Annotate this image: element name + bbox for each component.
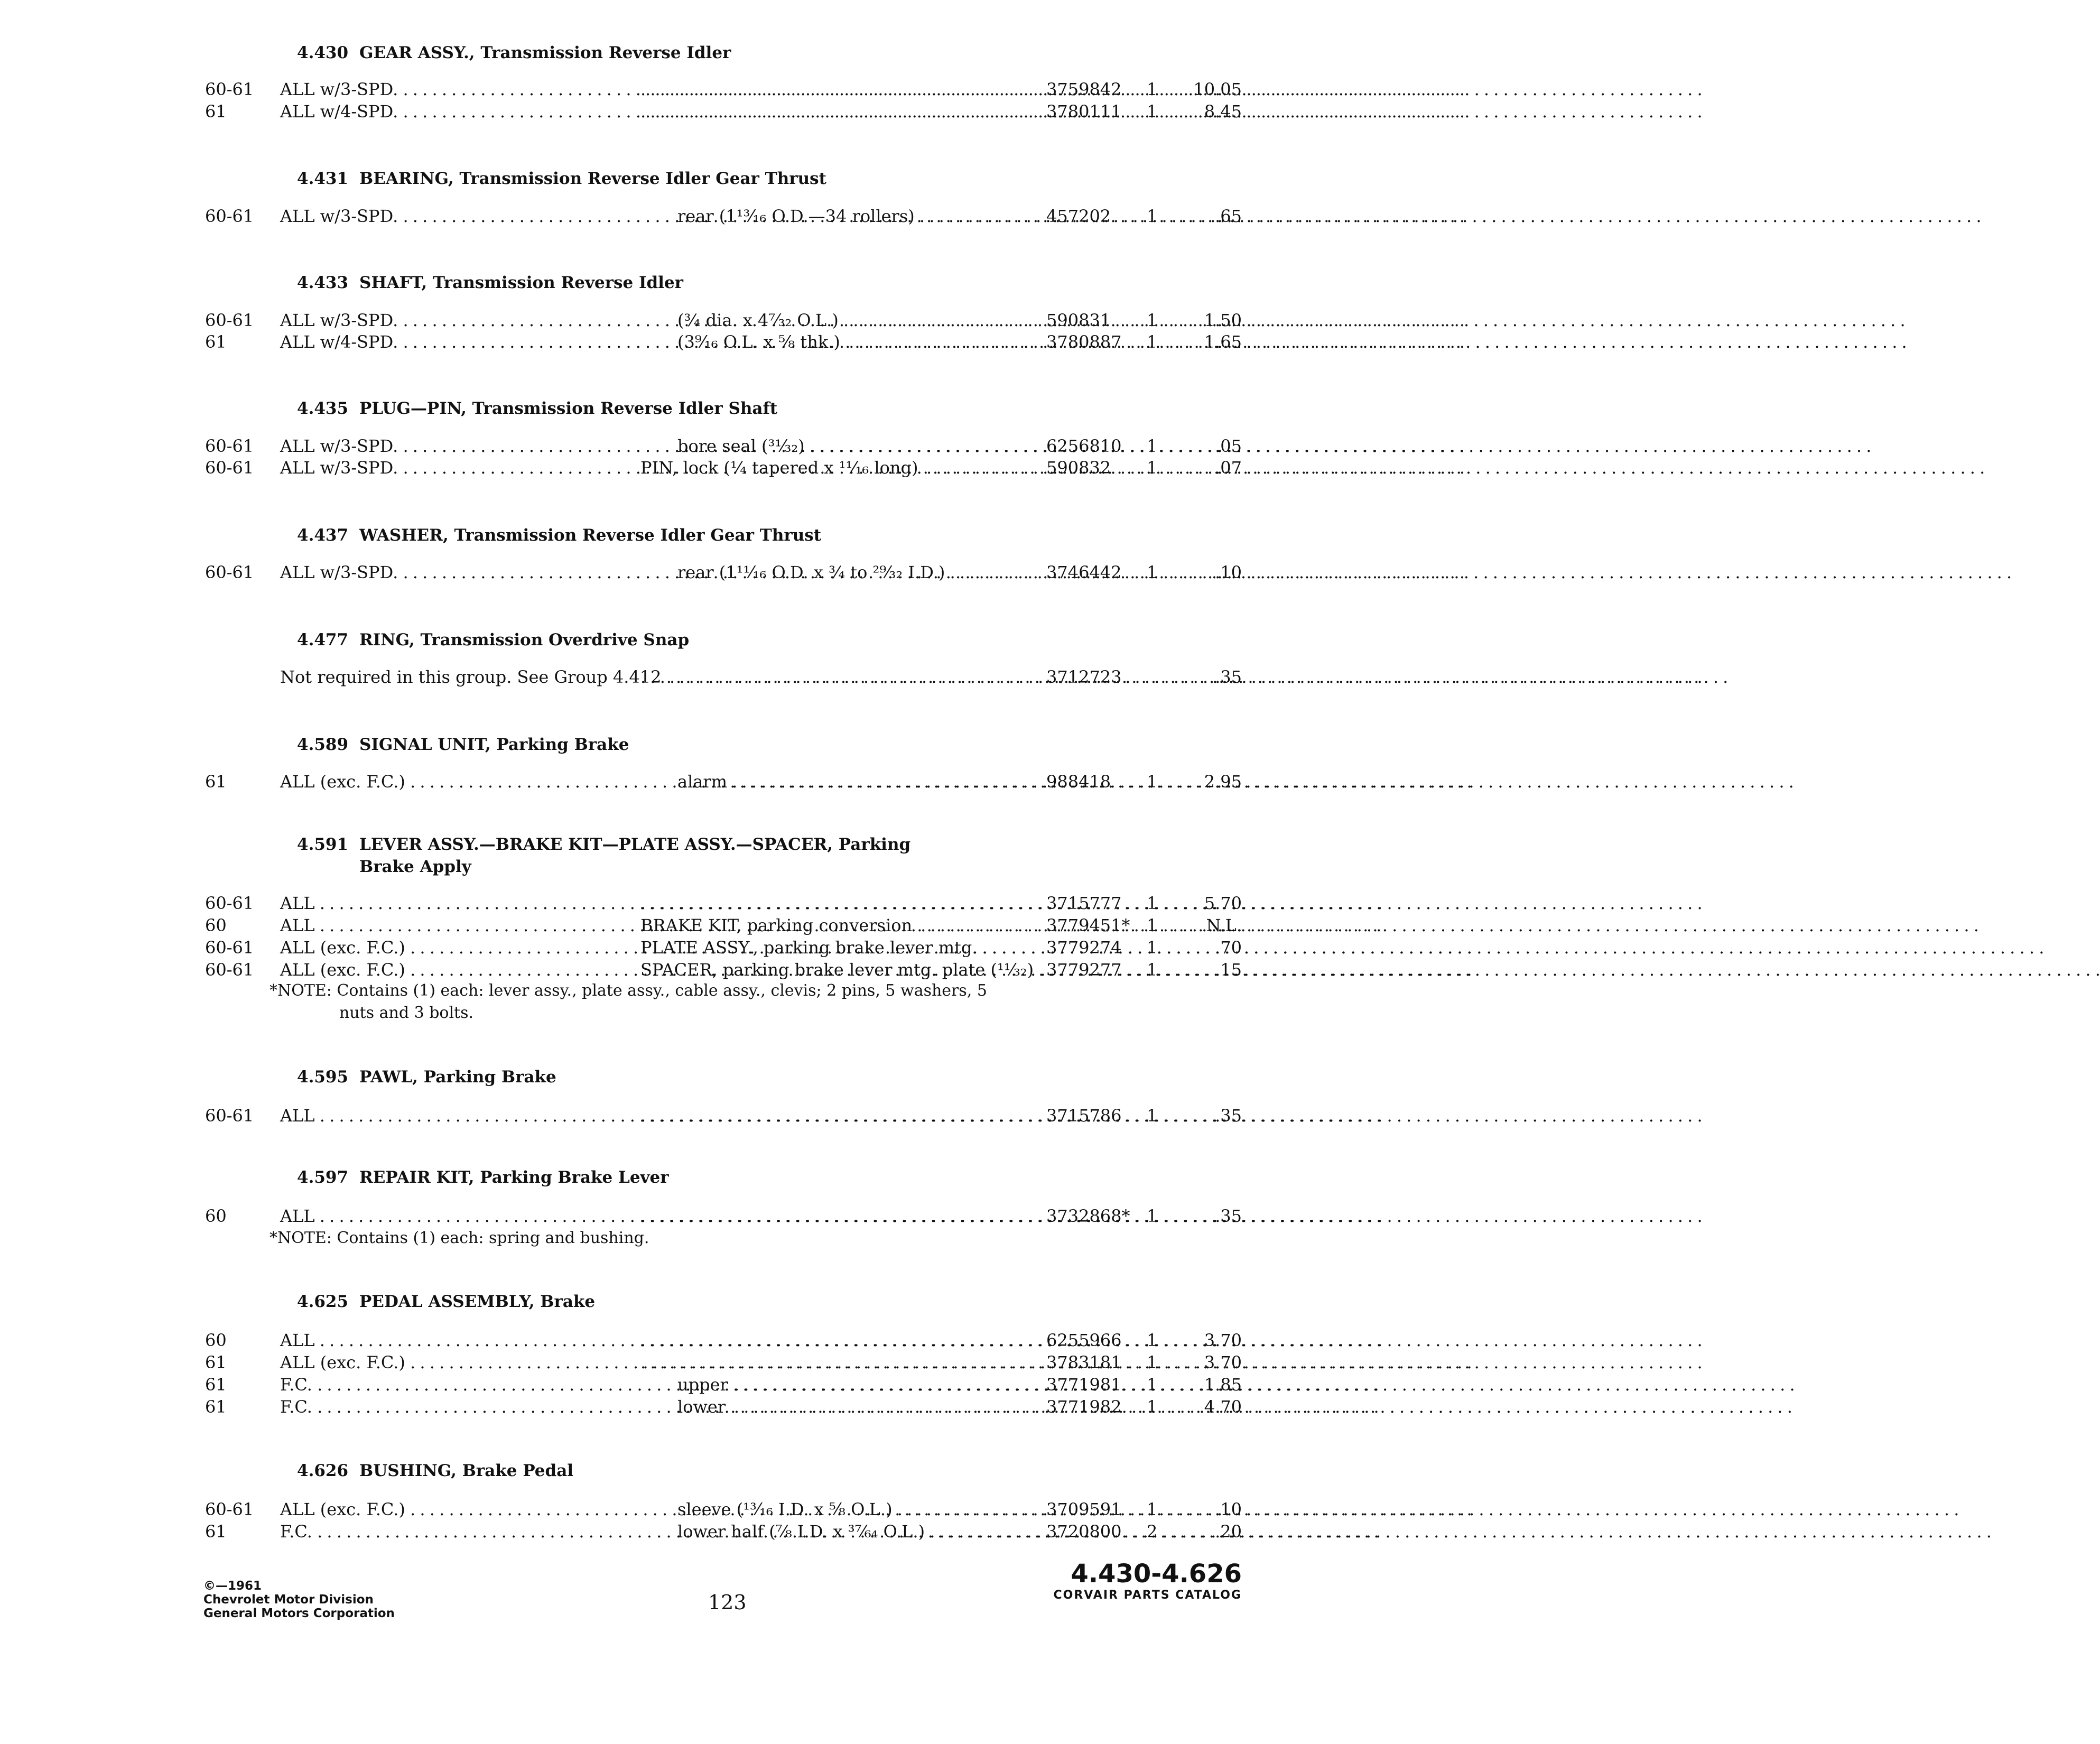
- group-heading: [297, 43, 731, 62]
- row-quantity: 1: [1147, 1352, 1158, 1372]
- row-price: .70: [1215, 938, 1242, 958]
- row-years: 60-61: [205, 562, 254, 582]
- row-description: [640, 1329, 1017, 1351]
- row-description: PIN, lock (¼ tapered x ¹¹⁄₁₆ long) . . .: [640, 457, 1017, 479]
- group-number: 4.433: [297, 273, 349, 292]
- row-years: 60: [205, 1206, 227, 1226]
- group-number: 4.435: [297, 399, 349, 418]
- row-years: 60-61: [205, 206, 254, 226]
- row-quantity: 1: [1147, 960, 1158, 980]
- row-description: [640, 666, 1017, 688]
- page-number: 123: [708, 1591, 747, 1614]
- group-number: 4.589: [297, 735, 349, 754]
- group-title: GEAR ASSY., Transmission Reverse Idler: [359, 43, 731, 62]
- row-part-number: 3779274: [1046, 938, 1122, 958]
- row-years: 60-61: [205, 79, 254, 99]
- group-number: 4.597: [297, 1168, 349, 1187]
- group-range: 4.430-4.626: [1071, 1559, 1242, 1589]
- row-description: lower . . .: [677, 1396, 1017, 1418]
- note-text: *NOTE: Contains (1) each: lever assy., plate assy., cable assy., clevis; 2 pins, 5 washers, 5: [270, 981, 987, 1000]
- row-years: 61: [205, 1375, 227, 1395]
- row-model: ALL w/3-SPD. . . .: [280, 457, 618, 479]
- row-quantity: 1: [1147, 1499, 1158, 1519]
- row-quantity: 1: [1147, 915, 1158, 935]
- row-description: PLATE ASSY., parking brake lever mtg. . . .: [640, 936, 1017, 959]
- row-price: 3.70: [1204, 1330, 1242, 1350]
- row-quantity: 1: [1147, 893, 1158, 913]
- group-title: PEDAL ASSEMBLY, Brake: [359, 1292, 596, 1311]
- table-row: [0, 1205, 1348, 1227]
- row-part-number: 6256810: [1046, 436, 1122, 456]
- row-description: [640, 1205, 1017, 1227]
- row-quantity: 2: [1147, 1522, 1158, 1542]
- row-description: lower half (⅞ I.D. x ³⁷⁄₆₄ O.L.) . . .: [677, 1520, 1017, 1543]
- row-model: Not required in this group. See Group 4.412 . . .: [280, 666, 618, 688]
- table-row: [0, 205, 1348, 227]
- table-row: [0, 914, 1348, 936]
- row-description: [640, 78, 1017, 100]
- row-years: 61: [205, 1352, 227, 1372]
- group-number: 4.595: [297, 1068, 349, 1087]
- row-years: 60: [205, 1330, 227, 1350]
- row-quantity: 1: [1147, 1206, 1158, 1226]
- footer-catalog-block: [1053, 1559, 1242, 1602]
- group-number: 4.431: [297, 169, 349, 188]
- row-years: 60: [205, 915, 227, 935]
- row-quantity: 1: [1147, 1330, 1158, 1350]
- row-years: 61: [205, 1397, 227, 1417]
- row-price: .35: [1215, 667, 1242, 687]
- group-heading: [297, 1461, 573, 1480]
- row-model: ALL (exc. F.C.) . . .: [280, 771, 618, 793]
- row-years: 60-61: [205, 310, 254, 330]
- group-title: PAWL, Parking Brake: [359, 1068, 556, 1087]
- row-part-number: 3779451*: [1046, 915, 1130, 935]
- row-years: 60-61: [205, 436, 254, 456]
- row-price: 1.85: [1204, 1375, 1242, 1395]
- row-part-number: 590832: [1046, 458, 1111, 478]
- row-part-number: 3746442: [1046, 562, 1122, 582]
- note-text-continued: nuts and 3 bolts.: [339, 1004, 474, 1022]
- table-row: [0, 78, 1348, 100]
- table-row: [0, 561, 1348, 583]
- group-heading: [297, 1068, 556, 1087]
- group-number: 4.477: [297, 630, 349, 650]
- row-description: [640, 1351, 1017, 1374]
- row-description: bore seal (³¹⁄₃₂) . . .: [677, 435, 1017, 457]
- row-model: ALL (exc. F.C.) . . .: [280, 1351, 618, 1374]
- row-description: (3⁹⁄₁₆ O.L. x ⅝ thk.) . . .: [677, 331, 1017, 353]
- row-quantity: 1: [1147, 206, 1158, 226]
- row-description: BRAKE KIT, parking conversion . . .: [640, 914, 1017, 936]
- row-model: ALL w/3-SPD. . . .: [280, 205, 618, 227]
- table-row: [0, 1498, 1348, 1520]
- footer-copyright-block: [203, 1579, 395, 1620]
- row-price: .10: [1215, 562, 1242, 582]
- row-years: 60-61: [205, 1106, 254, 1126]
- row-price: 10.05: [1193, 79, 1242, 99]
- table-row: [0, 309, 1348, 331]
- group-title: BUSHING, Brake Pedal: [359, 1461, 574, 1480]
- row-quantity: 1: [1147, 1106, 1158, 1126]
- row-quantity: 1: [1147, 101, 1158, 122]
- group-heading: [297, 1292, 595, 1311]
- row-quantity: 1: [1147, 310, 1158, 330]
- group-heading: [297, 526, 821, 545]
- row-model: ALL (exc. F.C.) . . .: [280, 936, 618, 959]
- row-model: ALL . . .: [280, 892, 618, 914]
- group-title: LEVER ASSY.—BRAKE KIT—PLATE ASSY.—SPACER, Parking: [359, 835, 911, 854]
- row-price: 8.45: [1204, 101, 1242, 122]
- row-part-number: 3709591: [1046, 1499, 1122, 1519]
- table-row: [0, 1374, 1348, 1396]
- row-quantity: 1: [1147, 1397, 1158, 1417]
- table-row: [0, 936, 1348, 959]
- division-name: Chevrolet Motor Division: [203, 1593, 374, 1607]
- row-description: [640, 1105, 1017, 1127]
- group-heading: [297, 835, 911, 876]
- group-title: RING, Transmission Overdrive Snap: [359, 630, 690, 650]
- row-part-number: 3780887: [1046, 332, 1122, 352]
- group-heading: [297, 169, 826, 188]
- table-row: [0, 1329, 1348, 1351]
- group-heading: [297, 630, 689, 650]
- row-model: ALL w/3-SPD. . . .: [280, 561, 618, 583]
- table-row: [0, 331, 1348, 353]
- row-quantity: 1: [1147, 1375, 1158, 1395]
- group-number: 4.626: [297, 1461, 349, 1480]
- row-part-number: 3720800: [1046, 1522, 1122, 1542]
- row-model: ALL (exc. F.C.) . . .: [280, 1498, 618, 1520]
- row-price: N.L.: [1206, 915, 1242, 935]
- row-years: 60-61: [205, 938, 254, 958]
- row-price: 1.50: [1204, 310, 1242, 330]
- row-model: ALL . . .: [280, 914, 618, 936]
- row-price: .35: [1215, 1106, 1242, 1126]
- row-price: .10: [1215, 1499, 1242, 1519]
- row-price: 4.70: [1204, 1397, 1242, 1417]
- row-part-number: 3771982: [1046, 1397, 1122, 1417]
- row-description: upper . . .: [677, 1374, 1017, 1396]
- row-part-number: 3759842: [1046, 79, 1122, 99]
- row-quantity: 1: [1147, 458, 1158, 478]
- row-description: [640, 100, 1017, 123]
- row-part-number: 3715786: [1046, 1106, 1122, 1126]
- row-model: ALL w/3-SPD. . . .: [280, 78, 618, 100]
- row-description: alarm . . .: [677, 771, 1017, 793]
- row-quantity: 1: [1147, 938, 1158, 958]
- group-number: 4.430: [297, 43, 349, 62]
- table-row: [0, 457, 1348, 479]
- row-years: 61: [205, 1522, 227, 1542]
- group-note: [270, 980, 1062, 1024]
- row-description: sleeve (¹³⁄₁₆ I.D. x ⅝ O.L.) . . .: [677, 1498, 1017, 1520]
- row-model: ALL . . .: [280, 1205, 618, 1227]
- row-part-number: 988418: [1046, 772, 1111, 792]
- row-model: ALL w/4-SPD. . . .: [280, 100, 618, 123]
- row-part-number: 590831: [1046, 310, 1111, 330]
- table-row: [0, 666, 1348, 688]
- row-model: F.C. . . .: [280, 1396, 618, 1418]
- table-row: [0, 892, 1348, 914]
- group-title-continued: Brake Apply: [359, 857, 471, 876]
- row-price: 2.95: [1204, 772, 1242, 792]
- group-number: 4.437: [297, 526, 349, 545]
- row-model: ALL (exc. F.C.) . . .: [280, 959, 618, 981]
- row-description: [640, 892, 1017, 914]
- row-years: 61: [205, 101, 227, 122]
- row-model: F.C. . . .: [280, 1374, 618, 1396]
- row-price: .35: [1215, 1206, 1242, 1226]
- group-title: BEARING, Transmission Reverse Idler Gear Thrust: [359, 169, 826, 188]
- row-part-number: 3715777: [1046, 893, 1122, 913]
- row-part-number: 6255966: [1046, 1330, 1122, 1350]
- table-row: [0, 435, 1348, 457]
- row-price: .15: [1215, 960, 1242, 980]
- row-model: ALL w/4-SPD. . . .: [280, 331, 618, 353]
- group-number: 4.591: [297, 835, 349, 854]
- group-note: [270, 1227, 1062, 1249]
- row-years: 60-61: [205, 458, 254, 478]
- group-heading: [297, 1168, 669, 1187]
- row-price: .20: [1215, 1522, 1242, 1542]
- row-part-number: 457202: [1046, 206, 1111, 226]
- table-row: [0, 100, 1348, 123]
- row-model: ALL . . .: [280, 1329, 618, 1351]
- row-part-number: 3732868*: [1046, 1206, 1130, 1226]
- table-row: [0, 1105, 1348, 1127]
- row-price: 3.70: [1204, 1352, 1242, 1372]
- row-years: 61: [205, 772, 227, 792]
- row-price: .05: [1215, 436, 1242, 456]
- row-years: 60-61: [205, 1499, 254, 1519]
- group-title: SHAFT, Transmission Reverse Idler: [359, 273, 684, 292]
- catalog-name: CORVAIR PARTS CATALOG: [1053, 1589, 1242, 1602]
- row-part-number: 3783181: [1046, 1352, 1122, 1372]
- corporation-name: General Motors Corporation: [203, 1607, 395, 1620]
- row-model: ALL w/3-SPD. . . .: [280, 435, 618, 457]
- row-quantity: 1: [1147, 562, 1158, 582]
- row-quantity: 1: [1147, 332, 1158, 352]
- row-model: F.C. . . .: [280, 1520, 618, 1543]
- table-row: [0, 1520, 1348, 1543]
- row-quantity: 1: [1147, 772, 1158, 792]
- row-part-number: 3780111: [1046, 101, 1122, 122]
- note-text: *NOTE: Contains (1) each: spring and bushing.: [270, 1229, 649, 1247]
- row-quantity: 1: [1147, 79, 1158, 99]
- group-heading: [297, 273, 683, 292]
- table-row: [0, 959, 1348, 981]
- table-row: [0, 1351, 1348, 1374]
- table-row: [0, 771, 1348, 793]
- row-price: .65: [1215, 206, 1242, 226]
- row-part-number: 3712723: [1046, 667, 1122, 687]
- row-years: 60-61: [205, 960, 254, 980]
- table-row: [0, 1396, 1348, 1418]
- row-quantity: 1: [1147, 436, 1158, 456]
- row-price: .07: [1215, 458, 1242, 478]
- row-description: (¾ dia. x 4⁷⁄₃₂ O.L.) . . .: [677, 309, 1017, 331]
- row-price: 1.65: [1204, 332, 1242, 352]
- group-heading: [297, 735, 629, 754]
- group-title: WASHER, Transmission Reverse Idler Gear Thrust: [359, 526, 822, 545]
- row-price: 5.70: [1204, 893, 1242, 913]
- group-title: SIGNAL UNIT, Parking Brake: [359, 735, 629, 754]
- row-part-number: 3779277: [1046, 960, 1122, 980]
- copyright: ©—1961: [203, 1579, 262, 1593]
- row-description: SPACER, parking brake lever mtg. plate (¹¹⁄₃₂) . . .: [640, 959, 1017, 981]
- group-number: 4.625: [297, 1292, 349, 1311]
- group-title: PLUG—PIN, Transmission Reverse Idler Shaft: [359, 399, 778, 418]
- row-years: 61: [205, 332, 227, 352]
- row-years: 60-61: [205, 893, 254, 913]
- row-description: rear (1¹³⁄₁₆ O.D.—34 rollers) . . .: [677, 205, 1017, 227]
- group-heading: [297, 399, 777, 418]
- row-description: rear (1¹¹⁄₁₆ O.D. x ¾ to ²⁹⁄₃₂ I.D.) . . .: [677, 561, 1017, 583]
- group-title: REPAIR KIT, Parking Brake Lever: [359, 1168, 669, 1187]
- row-part-number: 3771981: [1046, 1375, 1122, 1395]
- row-model: ALL w/3-SPD. . . .: [280, 309, 618, 331]
- row-model: ALL . . .: [280, 1105, 618, 1127]
